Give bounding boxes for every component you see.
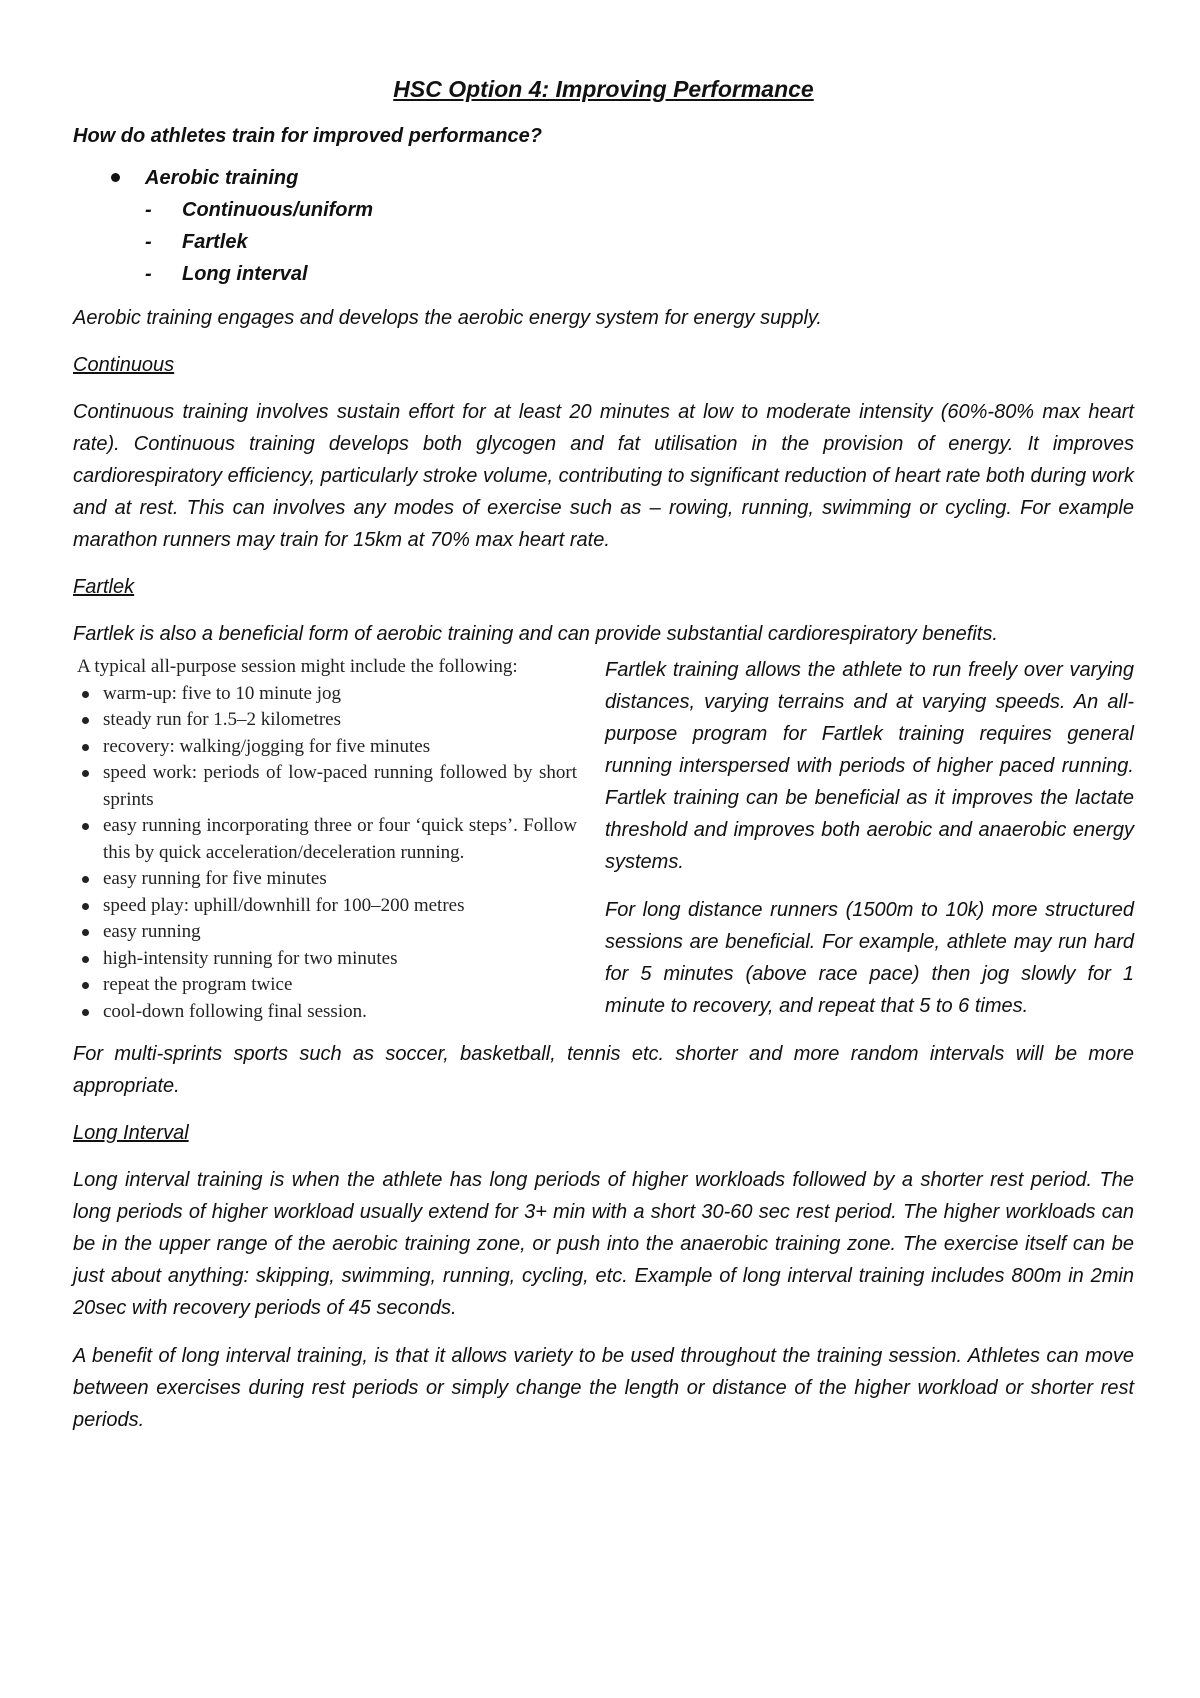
bullet-icon	[82, 903, 89, 910]
long-interval-para-1: Long interval training is when the athlete has long periods of higher workloads followed by a shorter rest period. The long periods of higher workload usually extend for 3+ min with a short 30-60 sec rest period. The higher workloads can be in the upper range of the aerobic training zone, or push into the anaerobic training zone. The exercise itself can be just about anything: skipping, swimming, running, cycling, etc. Example of long interval training includes 800m in 2min 20sec with recovery periods of 45 seconds.	[73, 1169, 1134, 1319]
continuous-body: Continuous training involves sustain effort for at least 20 minutes at low to moderate intensity (60%-80% max heart rate). Continuous training develops both glycogen and fat utilisation in the provision of energy. It improves cardiorespiratory efficiency, particularly stroke volume, contributing to significant reduction of heart rate both during work and at rest. This can involves any modes of exercise such as – rowing, running, swimming or cycling. For example marathon runners may train for 15km at 70% max heart rate.	[73, 401, 1134, 551]
bullet-icon	[82, 770, 89, 777]
list-item-label: steady run for 1.5–2 kilometres	[103, 709, 341, 730]
list-item-label: speed play: uphill/downhill for 100–200 metres	[103, 894, 465, 916]
list-item	[73, 194, 1134, 226]
list-item-label: speed work: periods of low-paced running followed by short sprints	[103, 762, 577, 810]
long-interval-heading: Long Interval	[73, 1122, 189, 1144]
list-item	[77, 999, 577, 1026]
list-item-label: Long interval	[182, 263, 308, 285]
bullet-icon	[82, 929, 89, 936]
bullet-icon	[82, 744, 89, 751]
list-item	[73, 226, 1134, 258]
training-types-list	[73, 162, 1134, 290]
bullet-icon	[82, 876, 89, 883]
list-item	[77, 707, 577, 734]
document-page	[73, 70, 1134, 1452]
bullet-icon	[82, 956, 89, 963]
fartlek-lead: Fartlek is also a beneficial form of aerobic training and can provide substantial cardiorespiratory benefits.	[73, 623, 998, 645]
session-list	[77, 681, 577, 1026]
bullet-icon	[82, 691, 89, 698]
list-item-label: easy running	[103, 921, 201, 942]
fartlek-para-2: For long distance runners (1500m to 10k) more structured sessions are beneficial. For example, athlete may run hard for 5 minutes (above race pace) then jog slowly for 1 minute to recovery, and repeat that 5 to 6 times.	[605, 899, 1134, 1017]
list-item	[73, 258, 1134, 290]
long-interval-para-2: A benefit of long interval training, is that it allows variety to be used throughout the training session. Athletes can move between exercises during rest periods or simply change the length or distance of the higher workload or shorter rest periods.	[73, 1345, 1134, 1431]
dash-icon: -	[145, 231, 152, 253]
bullet-icon	[82, 717, 89, 724]
list-item	[73, 162, 1134, 194]
list-item-label: easy running for five minutes	[103, 868, 327, 889]
list-item	[77, 972, 577, 999]
list-item	[77, 760, 577, 813]
session-intro: A typical all-purpose session might include the following:	[77, 656, 518, 677]
list-item-label: Continuous/uniform	[182, 199, 374, 221]
fartlek-para-3: For multi-sprints sports such as soccer, basketball, tennis etc. shorter and more random intervals will be more appropriate.	[73, 1043, 1134, 1097]
list-item-label: cool-down following final session.	[103, 1000, 367, 1022]
list-item-label: recovery: walking/jogging for five minutes	[103, 735, 431, 757]
bullet-icon	[82, 982, 89, 989]
list-item-label: warm-up: five to 10 minute jog	[103, 682, 341, 704]
dash-icon: -	[145, 199, 152, 221]
list-item	[77, 946, 577, 973]
bullet-icon	[82, 1009, 89, 1016]
list-item	[77, 893, 577, 920]
list-item	[77, 813, 577, 866]
fartlek-heading: Fartlek	[73, 576, 135, 598]
bullet-icon	[111, 173, 120, 182]
aerobic-intro: Aerobic training engages and develops the aerobic energy system for energy supply.	[73, 307, 822, 329]
list-item	[77, 919, 577, 946]
list-item-label: easy running incorporating three or four ‘quick steps’. Follow this by quick acceleration/deceleration running.	[103, 815, 577, 863]
bullet-icon	[82, 823, 89, 830]
list-item-label: Aerobic training	[145, 167, 299, 189]
fartlek-para-1: Fartlek training allows the athlete to run freely over varying distances, varying terrains and at varying speeds. An all-purpose program for Fartlek training requires general running interspersed with periods of higher paced running. Fartlek training can be beneficial as it improves the lactate threshold and improves both aerobic and anaerobic energy systems.	[605, 659, 1134, 873]
dash-icon: -	[145, 263, 152, 285]
list-item	[77, 866, 577, 893]
list-item-label: high-intensity running for two minutes	[103, 947, 398, 969]
section-question: How do athletes train for improved performance?	[73, 125, 542, 147]
list-item-label: Fartlek	[182, 231, 248, 253]
list-item	[77, 681, 577, 708]
list-item-label: repeat the program twice	[103, 974, 293, 995]
page-title: HSC Option 4: Improving Performance	[393, 76, 814, 102]
fartlek-session-box	[77, 654, 577, 1025]
list-item	[77, 734, 577, 761]
continuous-heading: Continuous	[73, 354, 175, 376]
